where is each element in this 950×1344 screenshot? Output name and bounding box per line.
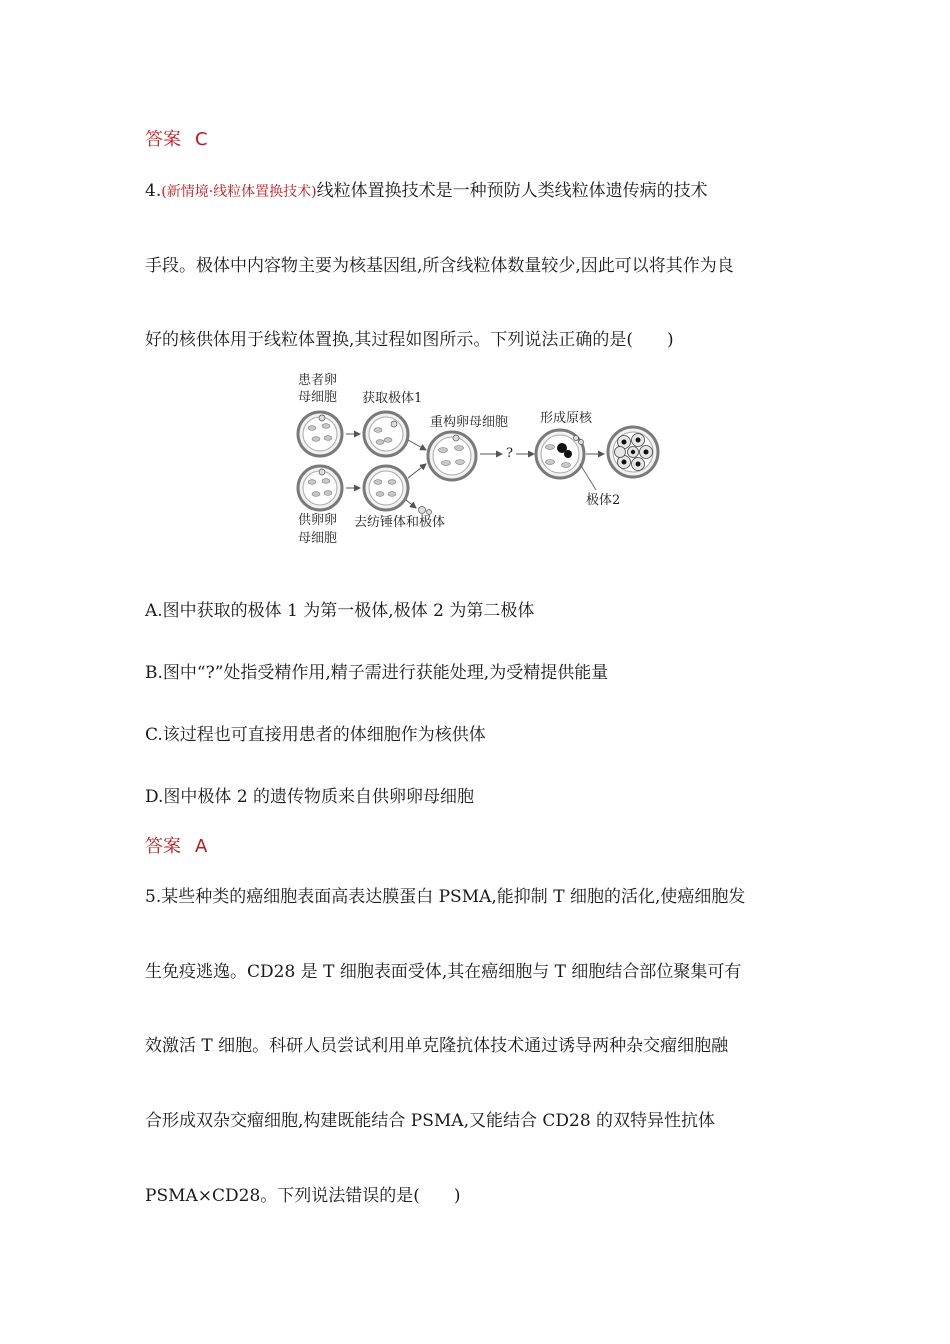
q4-stem-line-2: 手段。极体中内容物主要为核基因组,所含线粒体数量较少,因此可以将其作为良 — [145, 256, 734, 276]
option-d: D.图中极体 2 的遗传物质来自供卵卵母细胞 — [145, 787, 475, 807]
obtain-polar-body-label: 获取极体1 — [362, 391, 423, 406]
q5-line-2: 生免疫逃逸。CD28 是 T 细胞表面受体,其在癌细胞与 T 细胞结合部位聚集可有 — [145, 962, 742, 982]
mitochondrial-replacement-diagram — [288, 368, 668, 558]
donor-oocyte-cell — [298, 466, 342, 510]
enucleated-donor-cell — [364, 466, 408, 510]
stem-text: PSMA×CD28。下列说法错误的是( — [145, 1186, 420, 1206]
close-paren: ) — [453, 1186, 461, 1206]
answer-q3 — [145, 125, 208, 151]
answer-q4 — [145, 832, 207, 858]
removed-spindle-fragment — [419, 507, 432, 515]
patient-oocyte-label-2: 母细胞 — [298, 390, 338, 405]
remove-spindle-label: 去纺锤体和极体 — [354, 515, 446, 530]
answer-letter: A — [195, 836, 208, 857]
q4-stem-line-3 — [145, 325, 674, 350]
q4-stem-line-1 — [145, 176, 708, 201]
close-paren: ) — [667, 330, 674, 350]
answer-letter: C — [195, 129, 208, 150]
answer-label: 答案 — [145, 129, 181, 150]
polar-body-2-label: 极体2 — [586, 493, 621, 508]
donor-oocyte-label-2: 母细胞 — [298, 531, 338, 546]
stem-text: 线粒体置换技术是一种预防人类线粒体遗传病的技术 — [316, 181, 708, 201]
answer-label: 答案 — [145, 836, 181, 857]
patient-oocyte-label-1: 患者卵 — [298, 373, 338, 388]
question-number: 4. — [145, 181, 162, 201]
context-tag: (新情境·线粒体置换技术) — [161, 184, 317, 200]
option-b: B.图中“?”处指受精作用,精子需进行获能处理,为受精提供能量 — [145, 663, 609, 683]
donor-oocyte-label-1: 供卵卵 — [298, 513, 338, 528]
form-pronucleus-label: 形成原核 — [540, 411, 593, 426]
reconstructed-oocyte-cell — [428, 432, 476, 480]
option-a: A.图中获取的极体 1 为第一极体,极体 2 为第二极体 — [145, 601, 535, 621]
early-embryo-cell — [608, 427, 658, 477]
q5-line-1: 5.某些种类的癌细胞表面高表达膜蛋白 PSMA,能抑制 T 细胞的活化,使癌细胞发 — [145, 887, 746, 907]
q5-line-3: 效激活 T 细胞。科研人员尝试利用单克隆抗体技术通过诱导两种杂交瘤细胞融 — [145, 1036, 729, 1056]
pronucleus-cell — [536, 430, 584, 478]
stem-text: 好的核供体用于线粒体置换,其过程如图所示。下列说法正确的是( — [145, 330, 634, 350]
polar-body-1-cell — [364, 412, 408, 456]
option-c: C.该过程也可直接用患者的体细胞作为核供体 — [145, 725, 486, 745]
question-mark: ? — [506, 446, 513, 461]
q5-line-4: 合形成双杂交瘤细胞,构建既能结合 PSMA,又能结合 CD28 的双特异性抗体 — [145, 1111, 716, 1131]
patient-oocyte-cell — [298, 412, 342, 456]
q5-line-5 — [145, 1181, 461, 1206]
reconstruct-oocyte-label: 重构卵母细胞 — [430, 415, 509, 430]
